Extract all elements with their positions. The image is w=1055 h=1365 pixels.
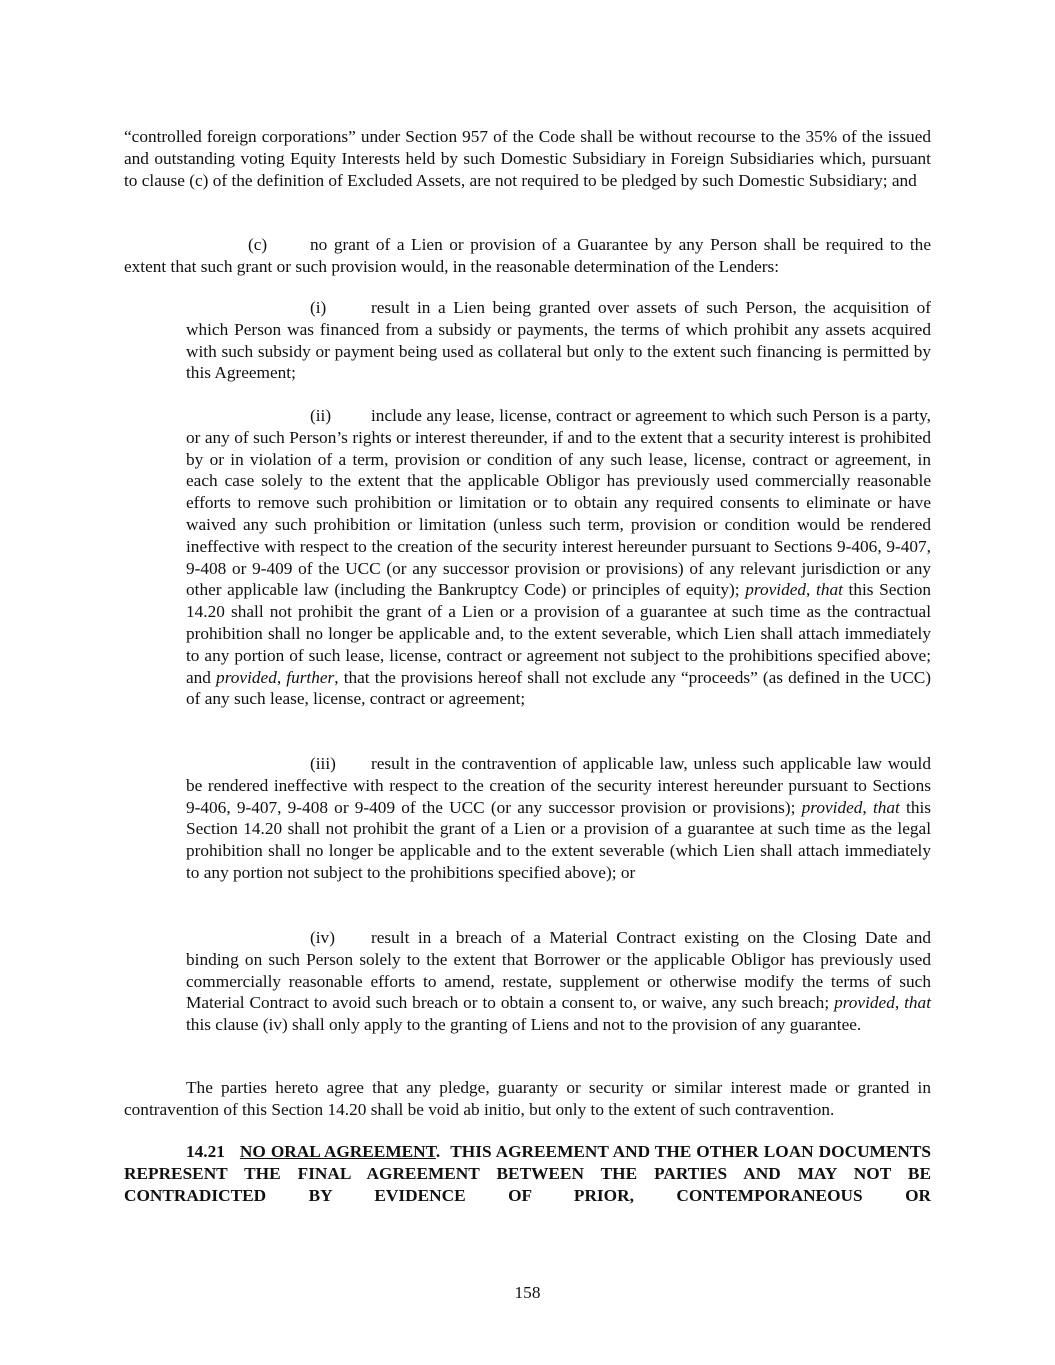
intro-paragraph — [124, 126, 931, 191]
clause-iv-paragraph — [186, 927, 931, 1036]
clause-iv-text-a: result in a breach of a Material Contract existing on the Closing Date and binding on such Person solely to the extent that Borrower or the applicable Obligor has previously used commercially reasonable efforts to amend, restate, supplement or otherwise modify the terms of such Material Contract to avoid such breach or to obtain a consent to, or waive, any such breach; — [186, 928, 931, 1013]
clause-ii-comma-2: , — [276, 667, 287, 687]
clause-iv-provided: provided — [834, 993, 895, 1013]
section-14-21-paragraph — [124, 1141, 931, 1206]
clause-iii-paragraph — [186, 753, 931, 884]
clause-i-label: (i) — [310, 298, 327, 317]
page-number: 158 — [514, 1283, 541, 1302]
clause-c-label: (c) — [248, 235, 268, 254]
intro-text: “controlled foreign corporations” under Section 957 of the Code shall be without recourse to the 35% of the issued and outstanding voting Equity Interests held by such Domestic Subsidiary in Foreign Subsidiaries which, pursuant to clause (c) of the definition of Excluded Assets, are not required to be pledged by such Domestic Subsidiary; and — [124, 127, 931, 190]
section-14-21-number: 14.21 — [186, 1142, 225, 1161]
section-14-21-heading: NO ORAL AGREEMENT — [239, 1142, 436, 1161]
clause-c-text: no grant of a Lien or provision of a Guarantee by any Person shall be required to the extent that such grant or such provision would, in the reasonable determination of the Lenders: — [124, 235, 931, 276]
closing-text: The parties hereto agree that any pledge, guaranty or security or similar interest made or granted in contravention of this Section 14.20 shall be void ab initio, but only to the extent of such contravention. — [124, 1078, 931, 1119]
clause-c-paragraph — [124, 234, 931, 278]
clause-ii-that: that — [816, 580, 843, 600]
clause-iv-text-b: this clause (iv) shall only apply to the granting of Liens and not to the provision of any guarantee. — [186, 1015, 862, 1035]
clause-iii-text-a: result in the contravention of applicable law, unless such applicable law would be rendered ineffective with respect to the creation of the security interest hereunder pursuant to Sections 9-406, 9-407, 9-408 or 9-409 of the UCC (or any successor provision or provisions); — [186, 754, 931, 817]
clause-iii-that: that — [872, 797, 900, 817]
closing-paragraph — [124, 1077, 931, 1121]
clause-ii-further: further — [286, 667, 335, 687]
clause-iv-label: (iv) — [310, 928, 335, 947]
clause-iv-comma: , — [894, 993, 905, 1013]
clause-ii-provided: provided — [745, 580, 807, 600]
clause-iii-label: (iii) — [310, 754, 336, 773]
section-14-21-period: . — [435, 1142, 441, 1161]
clause-iii-text-b: this Section 14.20 shall not prohibit the grant of a Lien or a provision of a guarantee at such time as the legal prohibition shall no longer be applicable and to the extent severable (which Lien shall attach immediately to any portion not subject to the prohibitions specified above); or — [186, 797, 931, 882]
clause-iii-provided: provided — [801, 797, 863, 817]
clause-iv-that: that — [904, 993, 931, 1013]
clause-ii-provided-2: provided — [216, 667, 277, 687]
section-14-21-text: THIS AGREEMENT AND THE OTHER LOAN DOCUMENTS REPRESENT THE FINAL AGREEMENT BETWEEN THE PARTIES AND MAY NOT BE CONTRADICTED BY EVIDENCE OF PRIOR, CONTEMPORANEOUS OR — [124, 1142, 932, 1205]
clause-ii-text-a: include any lease, license, contract or agreement to which such Person is a party, or any of such Person’s rights or interest thereunder, if and to the extent that a security interest is prohibited by or in violation of a term, provision or condition of any such lease, license, contract or agreement, in each case solely to the extent that the applicable Obligor has previously used commercially reasonable efforts to remove such prohibition or limitation or to obtain any required consents to eliminate or have waived any such prohibition or limitation (unless such term, provision or condition would be rendered ineffective with respect to the creation of the security interest hereunder pursuant to Sections 9-406, 9-407, 9-408 or 9-409 of the UCC (or any successor provision or provisions) of any relevant jurisdiction or any other applicable law (including the Bankruptcy Code) or principles of equity); — [186, 406, 931, 600]
clause-ii-label: (ii) — [310, 406, 332, 425]
clause-i-text: result in a Lien being granted over assets of such Person, the acquisition of which Person was financed from a subsidy or payments, the terms of which prohibit any assets acquired with such subsidy or payment being used as collateral but only to the extent such financing is permitted by this Agreement; — [186, 298, 931, 383]
clause-ii-text-c: , that the provisions hereof shall not exclude any “proceeds” (as defined in the UCC) of any such lease, license, contract or agreement; — [186, 667, 931, 709]
clause-ii-text-b: this Section 14.20 shall not prohibit the grant of a Lien or a provision of a guarantee at such time as the contractual prohibition shall no longer be applicable and, to the extent severable, which Lien shall attach immediately to any portion of such lease, license, contract or agreement not subject to the prohibitions specified above; and — [186, 580, 931, 687]
clause-i-paragraph — [186, 297, 931, 384]
clause-iii-comma: , — [862, 797, 873, 817]
clause-ii-paragraph — [186, 405, 931, 710]
clause-ii-comma-1: , — [806, 580, 817, 600]
